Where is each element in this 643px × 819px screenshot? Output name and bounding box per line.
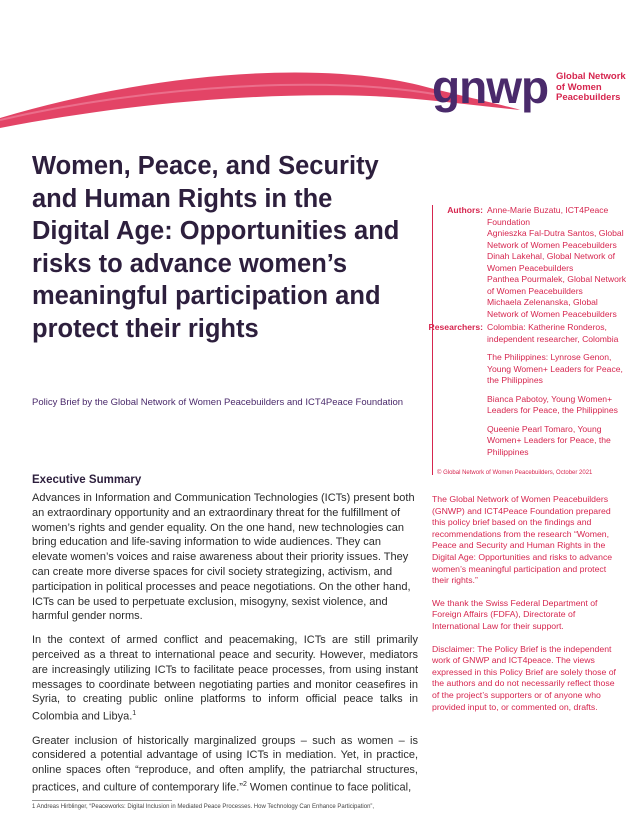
copyright-notice: © Global Network of Women Peacebuilders, October 2021 <box>437 470 593 476</box>
author-item: Anne-Marie Buzatu, ICT4Peace Foundation <box>487 205 609 227</box>
author-item: Dinah Lakehal, Global Network of Women Peacebuilders <box>487 251 616 273</box>
footnote-ref[interactable]: 1 <box>132 710 137 718</box>
side-notes <box>432 494 622 724</box>
gnwp-logo: gnwp <box>432 61 549 113</box>
researcher-item: Colombia: Katherine Ronderos, independent researcher, Colombia <box>487 322 619 344</box>
author-item: Panthea Pourmalek, Global Network of Women Peacebuilders <box>487 274 627 296</box>
authors-section <box>437 205 627 320</box>
researchers-section <box>428 322 627 465</box>
authors-panel <box>428 205 627 465</box>
author-item: Michaela Zelenanska, Global Network of Women Peacebuilders <box>487 297 617 319</box>
body-paragraph: In the context of armed conflict and peacemaking, ICTs are still primarily perceived as a threat to international peace and security. However, mediators are increasingly utilizing ICTs to facilitate peace processes, from using instant messages to coordinate between negotiating parties and monitor ceasefires in Syria, to creating public online platforms to inform official peace talks in Colombia and Libya.$^1$ <box>32 634 418 723</box>
authors-label: Authors: <box>447 205 483 215</box>
footnote-divider <box>32 800 172 801</box>
organization-name: Global Network of Women Peacebuilders <box>556 71 626 103</box>
researcher-item: Bianca Pabotoy, Young Women+ Leaders for Peace, the Philippines <box>487 393 618 415</box>
document-subtitle: Policy Brief by the Global Network of Women Peacebuilders and ICT4Peace Foundation <box>32 397 404 408</box>
executive-summary-body <box>32 491 418 804</box>
executive-summary-heading: Executive Summary <box>32 474 142 486</box>
author-item: Agnieszka Fal-Dutra Santos, Global Network of Women Peacebuilders <box>487 228 624 250</box>
document-title: Women, Peace, and Security and Human Rights in the Digital Age: Opportunities and risks to advance women’s meaningful participation and protect their rights <box>32 152 400 343</box>
researchers-label: Researchers: <box>428 322 483 332</box>
disclaimer-paragraph: Disclaimer: The Policy Brief is the independent work of GNWP and ICT4peace. The views expressed in this Policy Brief are solely those of the authors and do not necessarily reflect those of the project’s supporters or of anyone who provided input to, or commented on, drafts. <box>432 643 616 712</box>
researcher-item: Queenie Pearl Tomaro, Young Women+ Leaders for Peace, the Philippines <box>487 423 611 457</box>
body-paragraph: Greater inclusion of historically marginalized groups – such as women – is considered a potential advantage of using ICTs in mediation. Yet, in practice, online spaces often “reproduce, and often amplify, the patriarchal structures, practices, and culture of contemporary life.”$^2$ Women continue to face political, <box>32 734 418 794</box>
footnote-ref[interactable]: 2 <box>242 781 247 788</box>
footnote: 1 Andreas Hirblinger, “Peaceworks: Digital Inclusion in Mediated Peace Processes. How Technology Can Enhance Participation”, <box>32 804 375 810</box>
note-paragraph: The Global Network of Women Peacebuilders (GNWP) and ICT4Peace Foundation prepared this policy brief based on the findings and recommendations from the research “Women, Peace and Security and Human Rights in the Digital Age: Opportunities and risks to advance women’s meaningful participation and protect their rights.” <box>432 494 613 586</box>
researcher-item: The Philippines: Lynrose Genon, Young Women+ Leaders for Peace, the Philippines <box>487 352 623 385</box>
note-paragraph: We thank the Swiss Federal Department of Foreign Affairs (FDFA), Directorate of International Law for their support. <box>432 597 598 631</box>
body-paragraph: Advances in Information and Communication Technologies (ICTs) present both an extraordinary opportunity and an extraordinary threat for the fulfillment of women’s rights and gender equality. On the one hand, new technologies can bring education and life-saving information to wide audiences. They can elevate women’s voices and raise awareness about their priority issues. They can create more diverse spaces for civil society strategizing, activism, and participation in political processes and peace negotiations. On the other hand, ICTs can be used to perpetuate exclusion, misogyny, sexist violence, and harmful gender norms. <box>32 492 415 623</box>
